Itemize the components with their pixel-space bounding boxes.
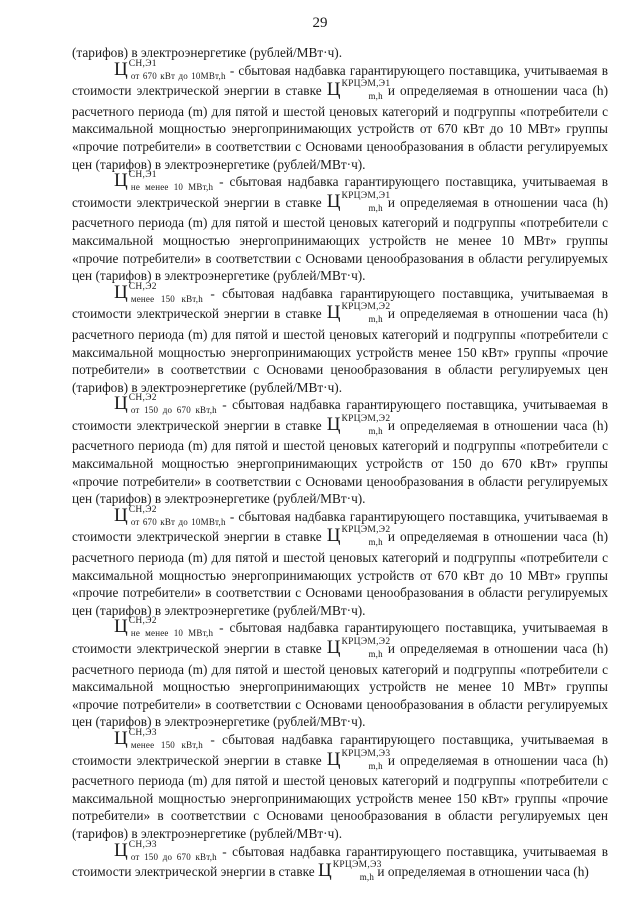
price-symbol: $Ц^{КРЦЭМ,Э2}_{m,h}$ (326, 302, 391, 325)
definition-paragraph: $Ц^{СН,Э2}_{от 670 кВт до 10МВт,h}$ - сбытовая надбавка гарантирующего поставщика, учитываемая в стоимости электрической энергии в ставке $Ц^{КРЦЭМ,Э2}_{m,h}$ и определяемая в отношении часа (h) расчетного периода (m) для пятой и шестой ценовых категорий и подгруппы «потребители с максимальной мощностью энергопринимающих устройств от 670 кВт до 10 МВт» группы «прочие потребители» в соответствии с Основами ценообразования в области регулируемых цен (тарифов) в электроэнергетике (рублей/МВт·ч). (72, 504, 608, 618)
price-symbol: $Ц^{КРЦЭМ,Э3}_{m,h}$ (326, 748, 391, 771)
definition-paragraph: $Ц^{СН,Э2}_{от 150 до 670 кВт,h}$ - сбытовая надбавка гарантирующего поставщика, учитываемая в стоимости электрической энергии в ставке $Ц^{КРЦЭМ,Э2}_{m,h}$ и определяемая в отношении часа (h) расчетного периода (m) для пятой и шестой ценовых категорий и подгруппы «потребители с максимальной мощностью энергопринимающих устройств от 150 до 670 кВт» группы «прочие потребители» в соответствии с Основами ценообразования в области регулируемых цен (тарифов) в электроэнергетике (рублей/МВт·ч). (72, 393, 608, 507)
markup-symbol: $Ц^{СН,Э3}_{от 150 до 670 кВт,h}$ (114, 839, 217, 862)
markup-symbol: $Ц^{СН,Э2}_{не менее 10 МВт,h}$ (114, 616, 214, 639)
definition-paragraph: $Ц^{СН,Э2}_{менее 150 кВт,h}$ - сбытовая надбавка гарантирующего поставщика, учитываемая в стоимости электрической энергии в ставке $Ц^{КРЦЭМ,Э2}_{m,h}$ и определяемая в отношении часа (h) расчетного периода (m) для пятой и шестой ценовых категорий и подгруппы «потребители с максимальной мощностью энергопринимающих устройств менее 150 кВт» группы «прочие потребители» в соответствии с Основами ценообразования в области регулируемых цен (тарифов) в электроэнергетике (рублей/МВт·ч). (72, 281, 608, 395)
intro-tail-text: (тарифов) в электроэнергетике (рублей/МВт·ч). (72, 45, 343, 60)
definition-paragraph: $Ц^{СН,Э2}_{не менее 10 МВт,h}$ - сбытовая надбавка гарантирующего поставщика, учитываемая в стоимости электрической энергии в ставке $Ц^{КРЦЭМ,Э2}_{m,h}$ и определяемая в отношении часа (h) расчетного периода (m) для пятой и шестой ценовых категорий и подгруппы «потребители с максимальной мощностью энергопринимающих устройств не менее 10 МВт» группы «прочие потребители» в соответствии с Основами ценообразования в области регулируемых цен (тарифов) в электроэнергетике (рублей/МВт·ч). (72, 616, 609, 730)
markup-symbol: $Ц^{СН,Э1}_{не менее 10 МВт,h}$ (114, 170, 214, 193)
price-symbol: $Ц^{КРЦЭМ,Э2}_{m,h}$ (326, 525, 391, 548)
document-body (72, 44, 608, 884)
page-number: 29 (312, 15, 328, 31)
definition-paragraph: $Ц^{СН,Э1}_{от 670 кВт до 10МВт,h}$ - сбытовая надбавка гарантирующего поставщика, учитываемая в стоимости электрической энергии в ставке $Ц^{КРЦЭМ,Э1}_{m,h}$ и определяемая в отношении часа (h) расчетного периода (m) для пятой и шестой ценовых категорий и подгруппы «потребители с максимальной мощностью энергопринимающих устройств от 670 кВт до 10 МВт» группы «прочие потребители» в соответствии с Основами ценообразования в области регулируемых цен (тарифов) в электроэнергетике (рублей/МВт·ч). (72, 58, 608, 172)
markup-symbol: $Ц^{СН,Э1}_{от 670 кВт до 10МВт,h}$ (114, 58, 226, 81)
markup-symbol: $Ц^{СН,Э3}_{менее 150 кВт,h}$ (114, 727, 203, 750)
price-symbol: $Ц^{КРЦЭМ,Э2}_{m,h}$ (326, 637, 391, 659)
price-symbol: $Ц^{КРЦЭМ,Э3}_{m,h}$ (317, 860, 382, 883)
markup-symbol: $Ц^{СН,Э2}_{менее 150 кВт,h}$ (114, 281, 203, 304)
price-symbol: $Ц^{КРЦЭМ,Э1}_{m,h}$ (326, 79, 391, 102)
markup-symbol: $Ц^{СН,Э2}_{от 670 кВт до 10МВт,h}$ (114, 504, 226, 527)
markup-symbol: $Ц^{СН,Э2}_{от 150 до 670 кВт,h}$ (114, 393, 217, 416)
definition-paragraph: $Ц^{СН,Э3}_{от 150 до 670 кВт,h}$ - сбытовая надбавка гарантирующего поставщика, учитываемая в стоимости электрической энергии в ставке $Ц^{КРЦЭМ,Э3}_{m,h}$ и определяемая в отношении часа (h) (72, 839, 608, 883)
price-symbol: $Ц^{КРЦЭМ,Э1}_{m,h}$ (326, 190, 391, 213)
definition-paragraph: $Ц^{СН,Э1}_{не менее 10 МВт,h}$ - сбытовая надбавка гарантирующего поставщика, учитываемая в стоимости электрической энергии в ставке $Ц^{КРЦЭМ,Э1}_{m,h}$ и определяемая в отношении часа (h) расчетного периода (m) для пятой и шестой ценовых категорий и подгруппы «потребители с максимальной мощностью энергопринимающих устройств не менее 10 МВт» группы «прочие потребители» в соответствии с Основами ценообразования в области регулируемых цен (тарифов) в электроэнергетике (рублей/МВт·ч). (72, 170, 609, 284)
price-symbol: $Ц^{КРЦЭМ,Э2}_{m,h}$ (326, 413, 391, 436)
definition-paragraph: $Ц^{СН,Э3}_{менее 150 кВт,h}$ - сбытовая надбавка гарантирующего поставщика, учитываемая в стоимости электрической энергии в ставке $Ц^{КРЦЭМ,Э3}_{m,h}$ и определяемая в отношении часа (h) расчетного периода (m) для пятой и шестой ценовых категорий и подгруппы «потребители с максимальной мощностью энергопринимающих устройств менее 150 кВт» группы «прочие потребители» в соответствии с Основами ценообразования в области регулируемых цен (тарифов) в электроэнергетике (рублей/МВт·ч). (72, 727, 608, 841)
